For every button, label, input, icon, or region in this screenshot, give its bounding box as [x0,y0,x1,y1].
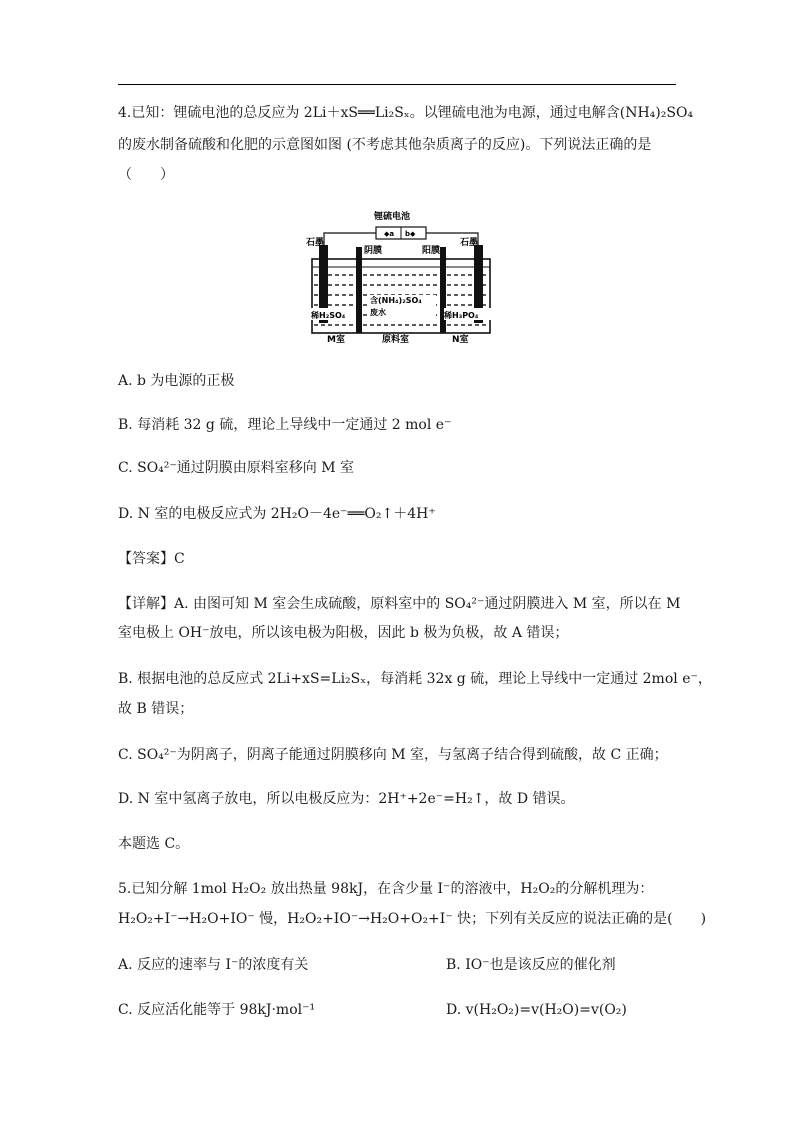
q4-conclusion: 本题选 C。 [118,836,190,852]
right-electrode-label: 石墨 [460,238,479,248]
q4-detail-line2: 室电极上 OH⁻放电，所以该电极为阳极，因此 b 极为负极，故 A 错误； [118,625,569,641]
q5-option-a: A. 反应的速率与 I⁻的浓度有关 [118,957,309,973]
middle-solution-label-2: 废水 [370,308,386,317]
q5-stem-line1: 5.已知分解 1mol H₂O₂ 放出热量 98kJ，在含少量 I⁻的溶液中，H₂O₂的分解机理为： [118,881,654,897]
q4-stem-line1: 4.已知：锂硫电池的总反应为 2Li＋xS══Li₂Sₓ。以锂硫电池为电源，通过电解含(NH₄)₂SO₄ [118,105,694,121]
q5-stem-line2: H₂O₂+I⁻→H₂O+IO⁻ 慢，H₂O₂+IO⁻→H₂O+O₂+I⁻ 快；下列有关反应的说法正确的是( ) [118,911,707,927]
q4-detail-line4: 故 B 错误； [118,701,194,717]
middle-solution-label-1: 含(NH₄)₂SO₄ [370,296,422,305]
room-m-label: M室 [327,335,345,345]
q4-option-a: A. b 为电源的正极 [118,373,235,389]
right-solution-label: 稀H₃PO₄ [444,311,479,320]
q4-detail-line6: D. N 室中氢离子放电，所以电极反应为：2H⁺+2e⁻=H₂↑，故 D 错误。 [118,791,575,807]
header-rule [118,84,676,85]
room-n-label: N室 [452,335,469,345]
q5-option-c: C. 反应活化能等于 98kJ·mol⁻¹ [118,1002,316,1018]
q4-detail-line1: 【详解】A. 由图可知 M 室会生成硫酸，原料室中的 SO₄²⁻通过阴膜进入 M 室，所以在 M [118,596,681,612]
terminal-b-label: b◆ [405,230,416,238]
q4-option-d: D. N 室的电极反应式为 2H₂O－4e⁻══O₂↑＋4H⁺ [118,506,436,522]
battery-label: 锂硫电池 [374,212,411,222]
anion-membrane-label: 阴膜 [364,246,383,256]
q4-answer: 【答案】C [118,551,185,567]
electrolysis-diagram [306,205,496,345]
q4-stem-line3: （ ） [118,167,174,183]
q4-stem-line2: 的废水制备硫酸和化肥的示意图如图 (不考虑其他杂质离子的反应)。下列说法正确的是 [118,137,652,153]
q5-option-b: B. IO⁻也是该反应的催化剂 [446,957,616,973]
q4-detail-line3: B. 根据电池的总反应式 2Li+xS=Li₂Sₓ，每消耗 32x g 硫，理论上导线中一定通过 2mol e⁻， [118,671,712,687]
q4-detail-line5: C. SO₄²⁻为阴离子，阴离子能通过阴膜移向 M 室，与氢离子结合得到硫酸，故 C 正确； [118,747,668,763]
room-mid-label: 原料室 [382,335,410,345]
q4-option-c: C. SO₄²⁻通过阴膜由原料室移向 M 室 [118,460,355,476]
cation-membrane-label: 阳膜 [422,246,441,256]
cation-membrane [440,247,446,333]
q4-option-b: B. 每消耗 32 g 硫，理论上导线中一定通过 2 mol e⁻ [118,417,452,433]
left-electrode-label: 石墨 [306,238,325,248]
left-solution-label: 稀H₂SO₄ [311,311,346,320]
terminal-a-label: ◆a [384,230,395,238]
anion-membrane [356,247,362,333]
q5-option-d: D. v(H₂O₂)=v(H₂O)=v(O₂) [446,1002,627,1018]
